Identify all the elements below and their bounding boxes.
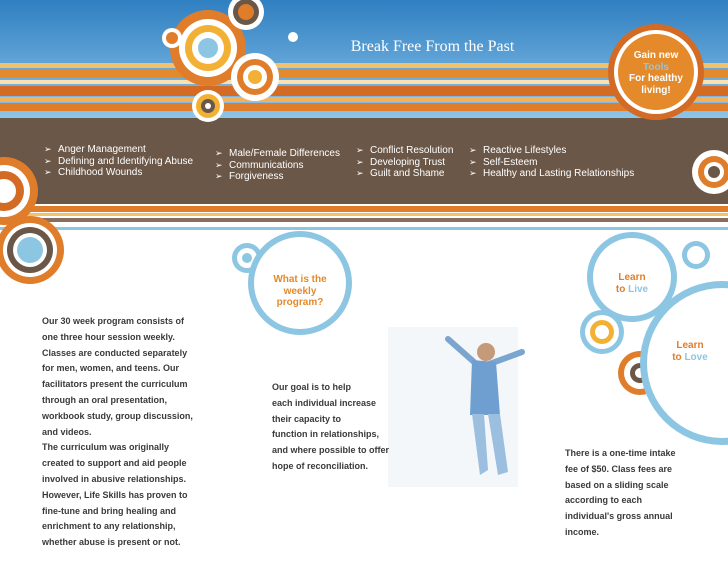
stripe-orange-3 <box>0 103 728 111</box>
topic-list-4 <box>469 145 634 180</box>
topic-item: ➢ Forgiveness <box>215 171 284 182</box>
learn-to-love-callout <box>660 340 720 363</box>
stripe-lower-orange <box>0 206 728 212</box>
topic-item: ➢ Developing Trust <box>356 156 446 168</box>
weekly-callout-line-3: program? <box>276 297 324 308</box>
program-line: for men, women, and teens. Our <box>42 363 180 374</box>
brochure-title: Break Free From the Past <box>350 38 515 55</box>
topic-item: ➢ Guilt and Shame <box>356 168 445 179</box>
program-line: The curriculum was originally <box>42 442 170 453</box>
program-line: facilitators present the curriculum <box>42 379 188 390</box>
fee-line: according to each <box>565 495 643 506</box>
program-description <box>42 314 204 551</box>
tagline-line-1: Gain new <box>633 50 679 61</box>
arrow-bullet-icon: ➢ <box>469 168 477 178</box>
learn-live-line-2: to Live <box>615 283 649 295</box>
program-line: one three hour session weekly. <box>42 331 175 342</box>
topic-item: ➢ Healthy and Lasting Relationships <box>469 168 635 179</box>
stripe-lower-light <box>0 213 728 216</box>
program-line: Our 30 week program consists of <box>42 316 185 326</box>
arrow-bullet-icon: ➢ <box>44 155 52 166</box>
topic-item: ➢ Conflict Resolution <box>356 145 454 156</box>
arrow-bullet-icon: ➢ <box>215 148 223 158</box>
learn-live-line-1: Learn <box>618 272 646 283</box>
goal-line: their capacity to <box>272 413 342 424</box>
arrow-bullet-icon: ➢ <box>356 156 364 167</box>
topic-item: ➢ Childhood Wounds <box>44 167 143 178</box>
weekly-callout-line-2: weekly <box>283 285 317 297</box>
learn-love-line-1: Learn <box>676 340 704 351</box>
weekly-program-callout <box>258 274 342 309</box>
goal-line: Our goal is to help <box>272 382 352 392</box>
goal-line: function in relationships, <box>272 429 380 440</box>
goal-line: each individual increase <box>272 397 377 408</box>
topic-list-2 <box>215 148 340 183</box>
program-line: through an oral presentation, <box>42 394 168 405</box>
arrow-bullet-icon: ➢ <box>44 144 52 154</box>
topic-item: ➢ Defining and Identifying Abuse <box>44 155 194 167</box>
program-line: created to support and aid people <box>42 458 187 469</box>
person-figure <box>388 327 522 487</box>
topic-item: ➢ Self-Esteem <box>469 156 538 168</box>
arrow-bullet-icon: ➢ <box>215 159 223 170</box>
arrow-bullet-icon: ➢ <box>44 167 52 177</box>
program-line: fine-tune and bring healing and <box>42 505 176 516</box>
topic-item: ➢ Reactive Lifestyles <box>469 145 567 156</box>
fee-line: income. <box>565 526 600 537</box>
topic-list-1 <box>44 144 193 179</box>
program-line: However, Life Skills has proven to <box>42 489 188 500</box>
program-line: and videos. <box>42 426 92 437</box>
tagline-line-2: Tools <box>643 61 669 73</box>
goal-statement <box>272 380 400 475</box>
program-line: Classes are conducted separately <box>42 347 188 358</box>
learn-to-live-callout <box>602 272 662 295</box>
arrow-bullet-icon: ➢ <box>469 156 477 167</box>
weekly-callout-line-1: What is the <box>273 274 327 285</box>
arrow-bullet-icon: ➢ <box>215 171 223 181</box>
fee-information <box>565 446 691 541</box>
arrow-bullet-icon: ➢ <box>356 168 364 178</box>
program-line: whether abuse is present or not. <box>42 537 181 548</box>
fee-line: based on a sliding scale <box>565 479 669 490</box>
topic-item: ➢ Anger Management <box>44 144 146 155</box>
arrow-bullet-icon: ➢ <box>469 145 477 155</box>
fee-line: fee of $50. Class fees are <box>565 463 673 474</box>
topic-item: ➢ Communications <box>215 159 304 171</box>
arrow-bullet-icon: ➢ <box>356 145 364 155</box>
fee-line: There is a one-time intake <box>565 448 676 458</box>
goal-line: hope of reconciliation. <box>272 460 369 471</box>
goal-line: and where possible to offer <box>272 445 390 456</box>
topic-item: ➢ Male/Female Differences <box>215 148 340 159</box>
tagline-line-4: living! <box>641 84 671 96</box>
program-line: workbook study, group discussion, <box>42 410 193 421</box>
tagline-line-3: For healthy <box>629 73 683 84</box>
topic-list-3 <box>356 145 453 180</box>
stripe-lower-blue <box>0 227 728 230</box>
stripe-lower-brown <box>0 218 728 222</box>
tagline <box>616 50 696 96</box>
program-line: involved in abusive relationships. <box>42 473 187 484</box>
program-line: enrichment to any relationship, <box>42 521 176 532</box>
learn-love-line-2: to Love <box>672 351 708 363</box>
fee-line: individual's gross annual <box>565 511 673 522</box>
